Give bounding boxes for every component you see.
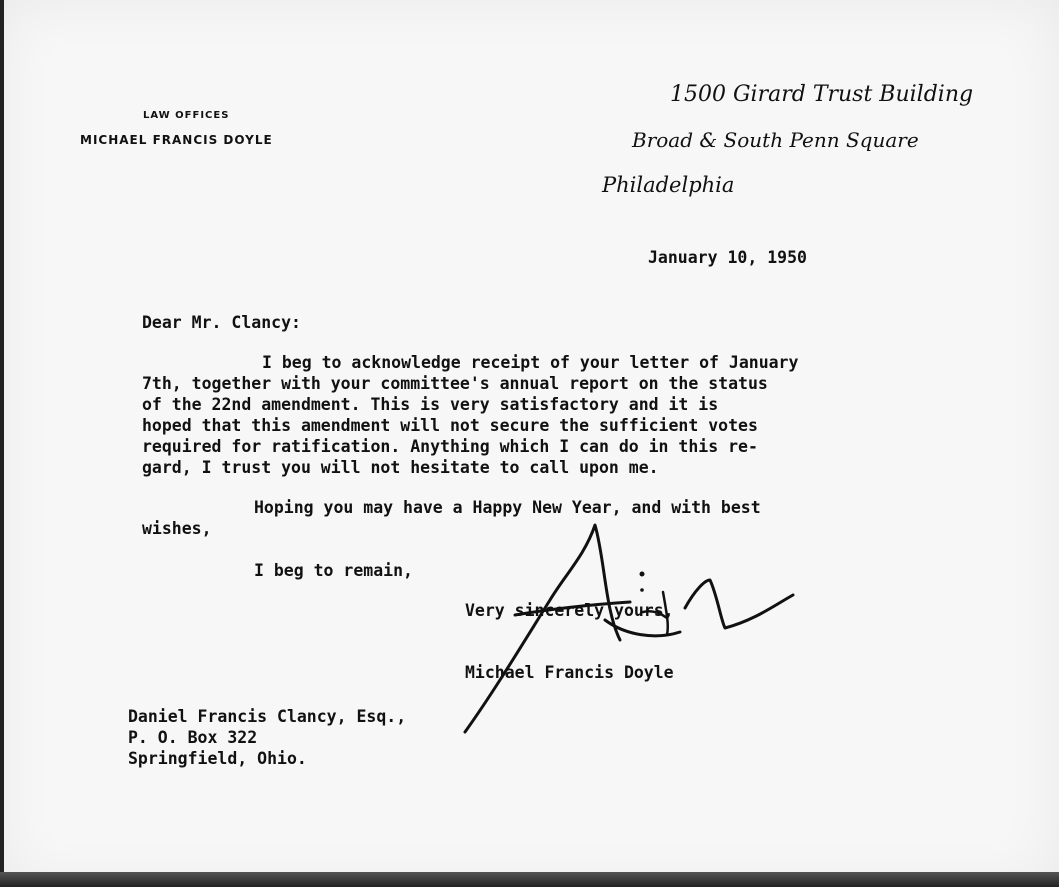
letter-date: January 10, 1950 xyxy=(648,248,807,267)
body-line: of the 22nd amendment. This is very satisfactory and it is xyxy=(142,395,719,414)
body-line: hoped that this amendment will not secure the sufficient votes xyxy=(142,416,758,435)
remain-line: I beg to remain, xyxy=(254,561,413,580)
handwritten-signature xyxy=(455,520,815,750)
body-line: Hoping you may have a Happy New Year, and with best xyxy=(254,498,761,517)
body-line: required for ratification. Anything which I can do in this re- xyxy=(142,437,758,456)
letterhead-law-offices: LAW OFFICES xyxy=(143,110,230,121)
letterhead-address-city: Philadelphia xyxy=(602,173,735,197)
body-line: 7th, together with your committee's annual report on the status xyxy=(142,374,768,393)
body-line: gard, I trust you will not hesitate to call upon me. xyxy=(142,458,659,477)
scan-left-edge xyxy=(0,0,4,887)
scan-bottom-edge xyxy=(0,872,1059,887)
typed-signature-name: Michael Francis Doyle xyxy=(465,663,674,682)
letterhead-address-building: 1500 Girard Trust Building xyxy=(670,82,974,107)
body-line: wishes, xyxy=(142,519,212,538)
recipient-city: Springfield, Ohio. xyxy=(128,749,307,768)
salutation: Dear Mr. Clancy: xyxy=(142,313,301,332)
letterhead-firm-name: MICHAEL FRANCIS DOYLE xyxy=(80,133,273,147)
letterhead-address-street: Broad & South Penn Square xyxy=(632,128,919,152)
complimentary-closing: Very sincerely yours, xyxy=(465,601,674,620)
recipient-name: Daniel Francis Clancy, Esq., xyxy=(128,707,407,726)
recipient-po-box: P. O. Box 322 xyxy=(128,728,258,747)
body-line: I beg to acknowledge receipt of your letter of January xyxy=(262,353,799,372)
